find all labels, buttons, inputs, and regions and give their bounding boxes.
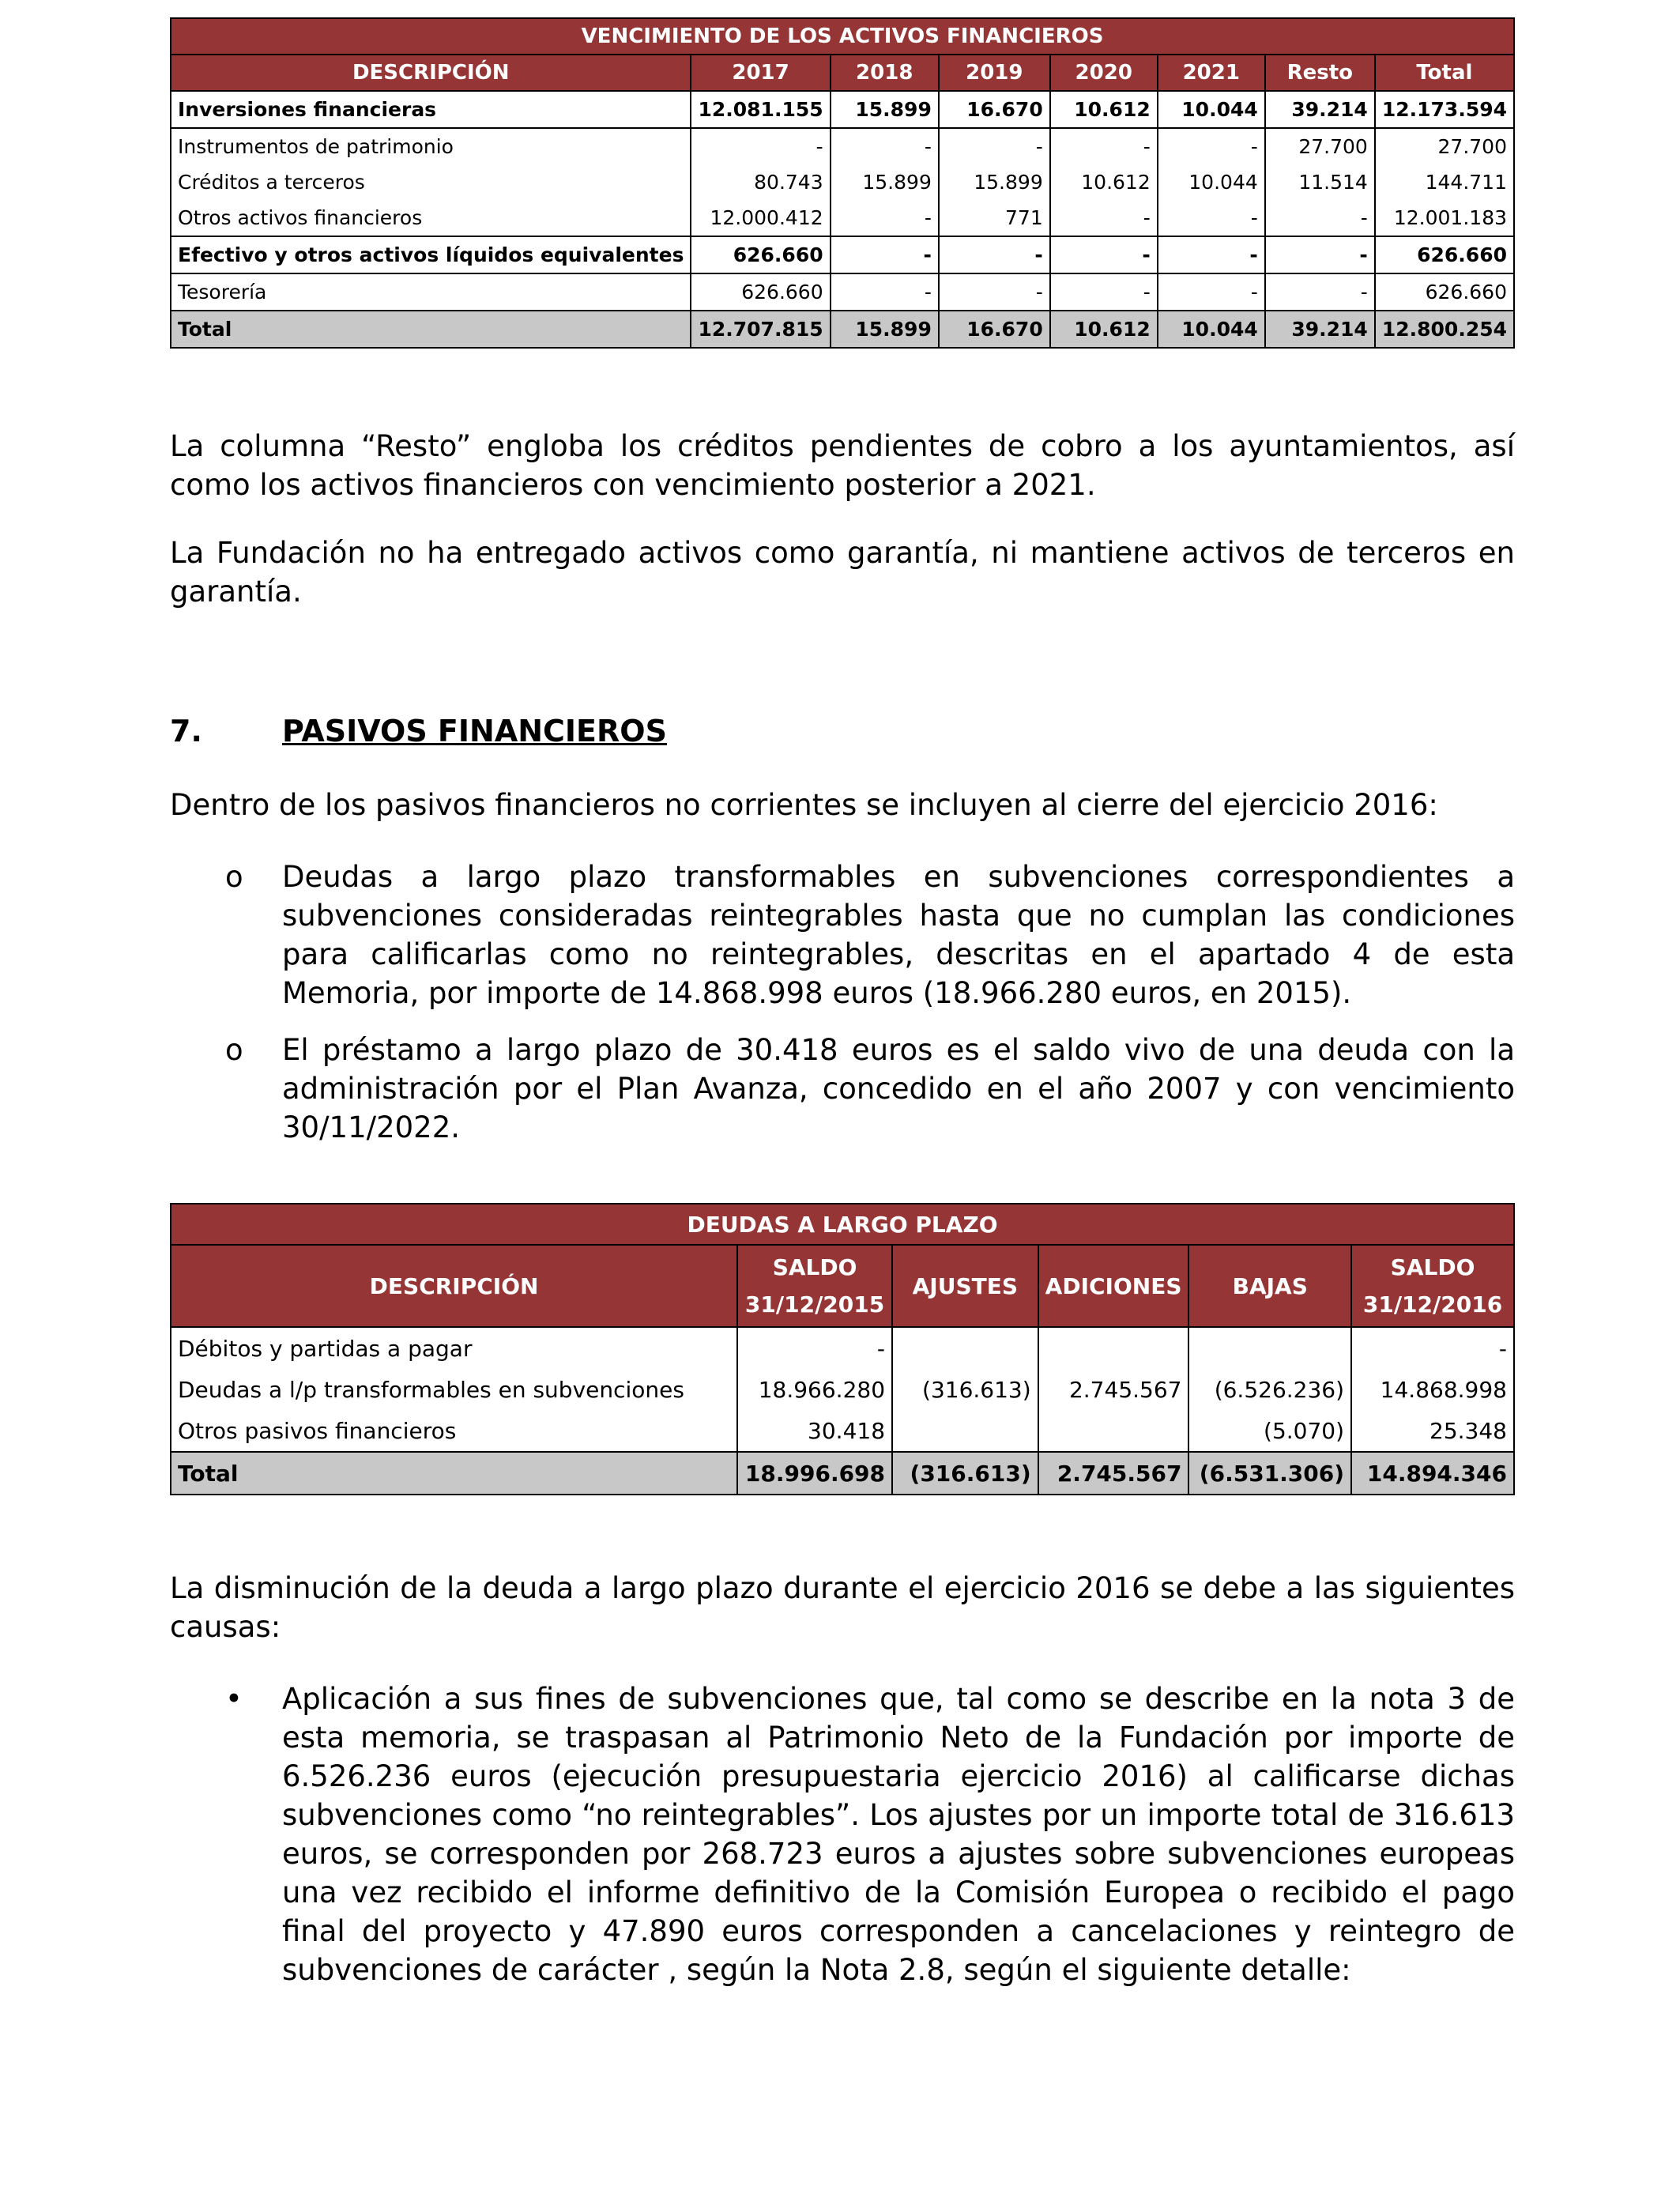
row-label: Total <box>171 311 691 348</box>
cell: 39.214 <box>1265 91 1375 128</box>
cell: 18.966.280 <box>737 1369 892 1410</box>
cell: 12.707.815 <box>691 311 830 348</box>
row-label: Otros pasivos financieros <box>171 1410 737 1452</box>
cell: 771 <box>939 200 1050 236</box>
cell: 12.000.412 <box>691 200 830 236</box>
bullet-item: Aplicación a sus fines de subvenciones que, tal como se describe en la nota 3 de esta memoria, se traspasan al Patrimonio Neto de la Fundación por importe de 6.526.236 euros (ejecución presupuestaria ejercicio 2016) al calificarse dichas subvenciones como “no reintegrables”. Los ajustes por un importe total de 316.613 euros, se corresponden por 268.723 euros a ajustes sobre subvenciones europeas una vez recibido el informe definitivo de la Comisión Europea o recibido el pago final del proyecto y 47.890 euros corresponden a cancelaciones y reintegro de subvenciones de carácter , según la Nota 2.8, según el siguiente detalle: <box>282 1682 1515 1987</box>
cell: 12.800.254 <box>1375 311 1514 348</box>
cell <box>1038 1410 1189 1452</box>
table-row <box>171 128 1514 164</box>
cell: - <box>1158 273 1265 311</box>
table-row <box>171 1327 1514 1369</box>
resto-paragraph: La columna “Resto” engloba los créditos pendientes de cobro a los ayuntamientos, así como los activos financieros con vencimiento posterior a 2021. <box>170 429 1515 502</box>
cell: 16.670 <box>939 311 1050 348</box>
section-title: PASIVOS FINANCIEROS <box>282 714 667 748</box>
list-item: El préstamo a largo plazo de 30.418 euros es el saldo vivo de una deuda con la administración por el Plan Avanza, concedido en el año 2007 y con vencimiento 30/11/2022. <box>282 1033 1515 1144</box>
col-header: 2021 <box>1158 55 1265 91</box>
table-total-row <box>171 1452 1514 1495</box>
cell: 30.418 <box>737 1410 892 1452</box>
col-header-line: SALDO <box>1390 1254 1475 1280</box>
cell: - <box>1050 273 1158 311</box>
table-row <box>171 164 1514 200</box>
col-header: Resto <box>1265 55 1375 91</box>
row-label: Instrumentos de patrimonio <box>171 128 691 164</box>
table-title: DEUDAS A LARGO PLAZO <box>171 1204 1514 1245</box>
col-header: ADICIONES <box>1038 1245 1189 1327</box>
cell: 12.001.183 <box>1375 200 1514 236</box>
cell: 11.514 <box>1265 164 1375 200</box>
cell: - <box>1265 200 1375 236</box>
table-row <box>171 200 1514 236</box>
cell: - <box>1265 236 1375 273</box>
col-header: BAJAS <box>1188 1245 1351 1327</box>
col-header: 2020 <box>1050 55 1158 91</box>
list-marker: o <box>225 1033 243 1067</box>
row-label: Efectivo y otros activos líquidos equivalentes <box>171 236 691 273</box>
row-label: Deudas a l/p transformables en subvenciones <box>171 1369 737 1410</box>
cell: 80.743 <box>691 164 830 200</box>
cell: 27.700 <box>1265 128 1375 164</box>
cell: 144.711 <box>1375 164 1514 200</box>
cell: - <box>939 273 1050 311</box>
cell: 626.660 <box>691 236 830 273</box>
cell: 626.660 <box>1375 236 1514 273</box>
cell: - <box>1265 273 1375 311</box>
cell: 14.868.998 <box>1351 1369 1514 1410</box>
list-item: Deudas a largo plazo transformables en subvenciones correspondientes a subvenciones consideradas reintegrables hasta que no cumplan las condiciones para calificarlas como no reintegrables, descritas en el apartado 4 de esta Memoria, por importe de 14.868.998 euros (18.966.280 euros, en 2015). <box>282 860 1515 1010</box>
table-row <box>171 1369 1514 1410</box>
col-header: 2017 <box>691 55 830 91</box>
intro-paragraph: Dentro de los pasivos financieros no corrientes se incluyen al cierre del ejercicio 2016: <box>170 788 1438 822</box>
col-header-saldo-2015 <box>737 1245 892 1327</box>
cell: 626.660 <box>691 273 830 311</box>
cell: 10.044 <box>1158 311 1265 348</box>
cell: - <box>1158 128 1265 164</box>
table-row <box>171 273 1514 311</box>
cell: 16.670 <box>939 91 1050 128</box>
col-header-line: SALDO <box>772 1254 857 1280</box>
cell: (316.613) <box>892 1369 1038 1410</box>
col-header: DESCRIPCIÓN <box>171 55 691 91</box>
cell: 12.081.155 <box>691 91 830 128</box>
cell: - <box>1351 1327 1514 1369</box>
list-marker: o <box>225 860 243 894</box>
table-row <box>171 236 1514 273</box>
col-header-line: 31/12/2016 <box>1362 1291 1503 1318</box>
table-row <box>171 1410 1514 1452</box>
cell: - <box>1158 236 1265 273</box>
table-title: VENCIMIENTO DE LOS ACTIVOS FINANCIEROS <box>171 18 1514 55</box>
col-header: 2018 <box>831 55 939 91</box>
row-label: Total <box>171 1452 737 1495</box>
cell: 25.348 <box>1351 1410 1514 1452</box>
cell: 15.899 <box>831 311 939 348</box>
cell: - <box>1050 236 1158 273</box>
row-label: Créditos a terceros <box>171 164 691 200</box>
cell: - <box>1050 200 1158 236</box>
cell: 12.173.594 <box>1375 91 1514 128</box>
cell: - <box>939 128 1050 164</box>
cell: 10.612 <box>1050 164 1158 200</box>
bullet-marker: • <box>225 1682 243 1716</box>
cell: - <box>831 128 939 164</box>
cell: - <box>939 236 1050 273</box>
row-label: Inversiones financieras <box>171 91 691 128</box>
cell: 39.214 <box>1265 311 1375 348</box>
row-label: Otros activos financieros <box>171 200 691 236</box>
cell: - <box>737 1327 892 1369</box>
cell: 10.612 <box>1050 311 1158 348</box>
row-label: Tesorería <box>171 273 691 311</box>
col-header-line: 31/12/2015 <box>744 1291 885 1318</box>
garantia-paragraph: La Fundación no ha entregado activos como garantía, ni mantiene activos de terceros en garantía. <box>170 536 1515 609</box>
col-header-saldo-2016 <box>1351 1245 1514 1327</box>
cell: 2.745.567 <box>1038 1452 1189 1495</box>
cell: 15.899 <box>939 164 1050 200</box>
cell: - <box>831 273 939 311</box>
cell: - <box>1050 128 1158 164</box>
row-label: Débitos y partidas a pagar <box>171 1327 737 1369</box>
col-header: AJUSTES <box>892 1245 1038 1327</box>
cell: 2.745.567 <box>1038 1369 1189 1410</box>
cell <box>1038 1327 1189 1369</box>
disminucion-paragraph: La disminución de la deuda a largo plazo durante el ejercicio 2016 se debe a las siguientes causas: <box>170 1571 1515 1644</box>
cell: - <box>691 128 830 164</box>
cell <box>892 1327 1038 1369</box>
cell: 18.996.698 <box>737 1452 892 1495</box>
cell: - <box>831 236 939 273</box>
cell: 15.899 <box>831 164 939 200</box>
cell: (6.531.306) <box>1188 1452 1351 1495</box>
cell: 10.612 <box>1050 91 1158 128</box>
col-header: Total <box>1375 55 1514 91</box>
cell: 15.899 <box>831 91 939 128</box>
vencimiento-activos-table <box>170 17 1515 349</box>
cell: 14.894.346 <box>1351 1452 1514 1495</box>
cell: (6.526.236) <box>1188 1369 1351 1410</box>
cell: - <box>1158 200 1265 236</box>
table-row <box>171 91 1514 128</box>
cell: (5.070) <box>1188 1410 1351 1452</box>
cell: (316.613) <box>892 1452 1038 1495</box>
cell: - <box>831 200 939 236</box>
deudas-largo-plazo-table <box>170 1203 1515 1495</box>
table-total-row <box>171 311 1514 348</box>
col-header: DESCRIPCIÓN <box>171 1245 737 1327</box>
cell: 10.044 <box>1158 164 1265 200</box>
cell <box>1188 1327 1351 1369</box>
cell <box>892 1410 1038 1452</box>
col-header: 2019 <box>939 55 1050 91</box>
cell: 626.660 <box>1375 273 1514 311</box>
cell: 27.700 <box>1375 128 1514 164</box>
cell: 10.044 <box>1158 91 1265 128</box>
section-number: 7. <box>170 714 202 748</box>
